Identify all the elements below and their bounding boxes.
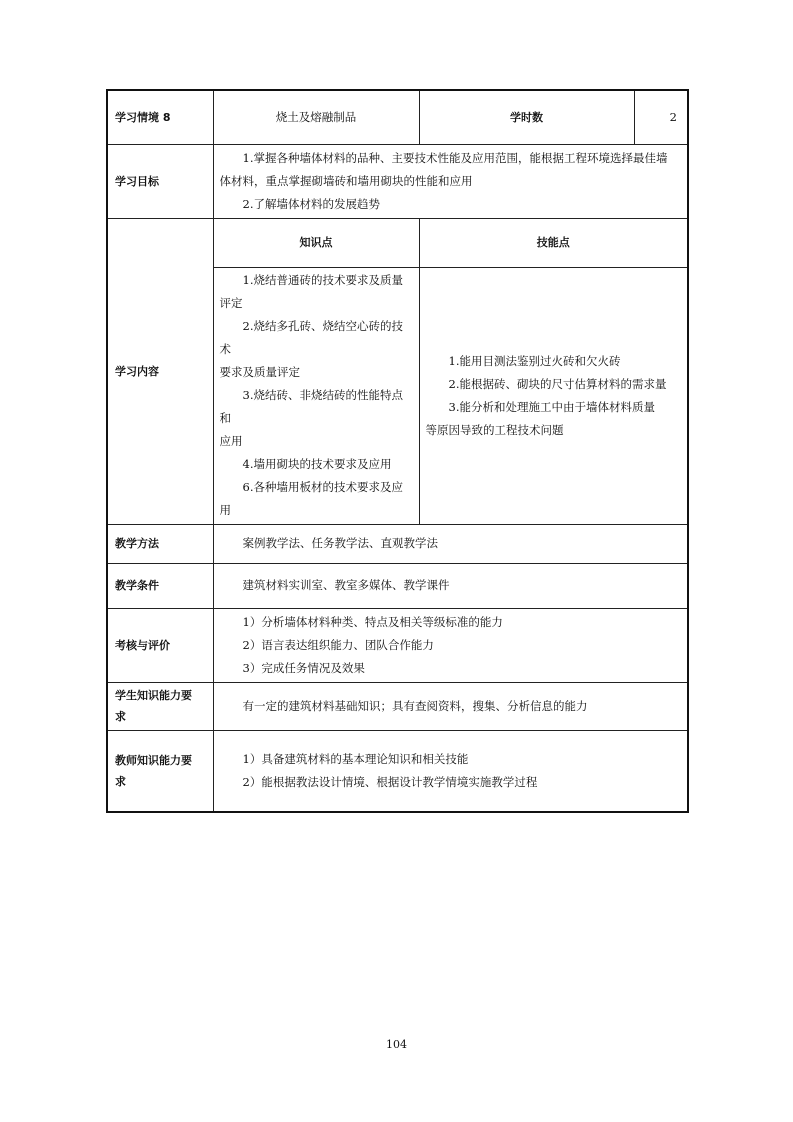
skill-item-cont: 等原因导致的工程技术问题 <box>425 422 564 437</box>
knowledge-item: 6.各种墙用板材的技术要求及应 <box>242 479 403 494</box>
skills-list <box>419 267 688 524</box>
content-label: 学习内容 <box>107 218 213 524</box>
knowledge-item: 4.墙用砌块的技术要求及应用 <box>242 456 392 471</box>
knowledge-item: 2.烧结多孔砖、烧结空心砖的技术 <box>219 318 403 356</box>
assessment-item: 1）分析墙体材料种类、特点及相关等级标准的能力 <box>242 614 503 629</box>
assessment-item: 3）完成任务情况及效果 <box>242 660 365 675</box>
objective-line-2: 体材料，重点掌握砌墙砖和墙用砌块的性能和应用 <box>219 173 473 188</box>
knowledge-item-cont: 应用 <box>219 433 243 448</box>
teacher-req-text <box>213 730 688 812</box>
hours-value: 2 <box>634 90 688 144</box>
assessment-text <box>213 608 688 682</box>
knowledge-header: 知识点 <box>213 218 419 267</box>
student-req-label-line1: 学生知识能力要 <box>115 689 192 702</box>
knowledge-item-cont: 用 <box>219 502 231 517</box>
methods-label: 教学方法 <box>107 524 213 563</box>
teacher-req-label-line1: 教师知识能力要 <box>115 753 192 767</box>
conditions-value: 建筑材料实训室、教室多媒体、教学课件 <box>242 578 450 592</box>
objectives-text <box>213 144 688 218</box>
objectives-label: 学习目标 <box>107 144 213 218</box>
skills-header: 技能点 <box>419 218 688 267</box>
assessment-label: 考核与评价 <box>107 608 213 682</box>
knowledge-item: 3.烧结砖、非烧结砖的性能特点和 <box>219 387 403 425</box>
student-req-value: 有一定的建筑材料基础知识；具有查阅资料，搜集、分析信息的能力 <box>242 698 588 713</box>
skill-item: 2.能根据砖、砌块的尺寸估算材料的需求量 <box>448 376 667 391</box>
skill-item: 1.能用目测法鉴别过火砖和欠火砖 <box>448 353 621 368</box>
course-unit-table <box>106 89 689 813</box>
methods-value: 案例教学法、任务教学法、直观教学法 <box>242 536 438 550</box>
knowledge-item-cont: 要求及质量评定 <box>219 364 300 379</box>
objective-line-1: 1.掌握各种墙体材料的品种、主要技术性能及应用范围，能根据工程环境选择最佳墙 <box>242 150 668 165</box>
hours-label: 学时数 <box>419 90 634 144</box>
teacher-req-label-line2: 求 <box>115 774 126 788</box>
page-number: 104 <box>386 1038 407 1051</box>
knowledge-item-cont: 评定 <box>219 295 243 310</box>
unit-title: 烧土及熔融制品 <box>213 90 419 144</box>
student-req-label-line2: 求 <box>115 710 126 723</box>
conditions-text <box>213 563 688 608</box>
teacher-req-label <box>107 730 213 812</box>
skill-item: 3.能分析和处理施工中由于墙体材料质量 <box>448 399 655 414</box>
student-req-label <box>107 682 213 730</box>
methods-text <box>213 524 688 563</box>
teacher-req-item: 2）能根据教法设计情境、根据设计教学情境实施教学过程 <box>242 774 538 789</box>
conditions-label: 教学条件 <box>107 563 213 608</box>
unit-label: 学习情境 8 <box>107 90 213 144</box>
knowledge-list <box>213 267 419 524</box>
student-req-text <box>213 682 688 730</box>
assessment-item: 2）语言表达组织能力、团队合作能力 <box>242 637 434 652</box>
objective-line-3: 2.了解墙体材料的发展趋势 <box>242 196 380 211</box>
knowledge-item: 1.烧结普通砖的技术要求及质量 <box>242 272 403 287</box>
teacher-req-item: 1）具备建筑材料的基本理论知识和相关技能 <box>242 751 469 766</box>
